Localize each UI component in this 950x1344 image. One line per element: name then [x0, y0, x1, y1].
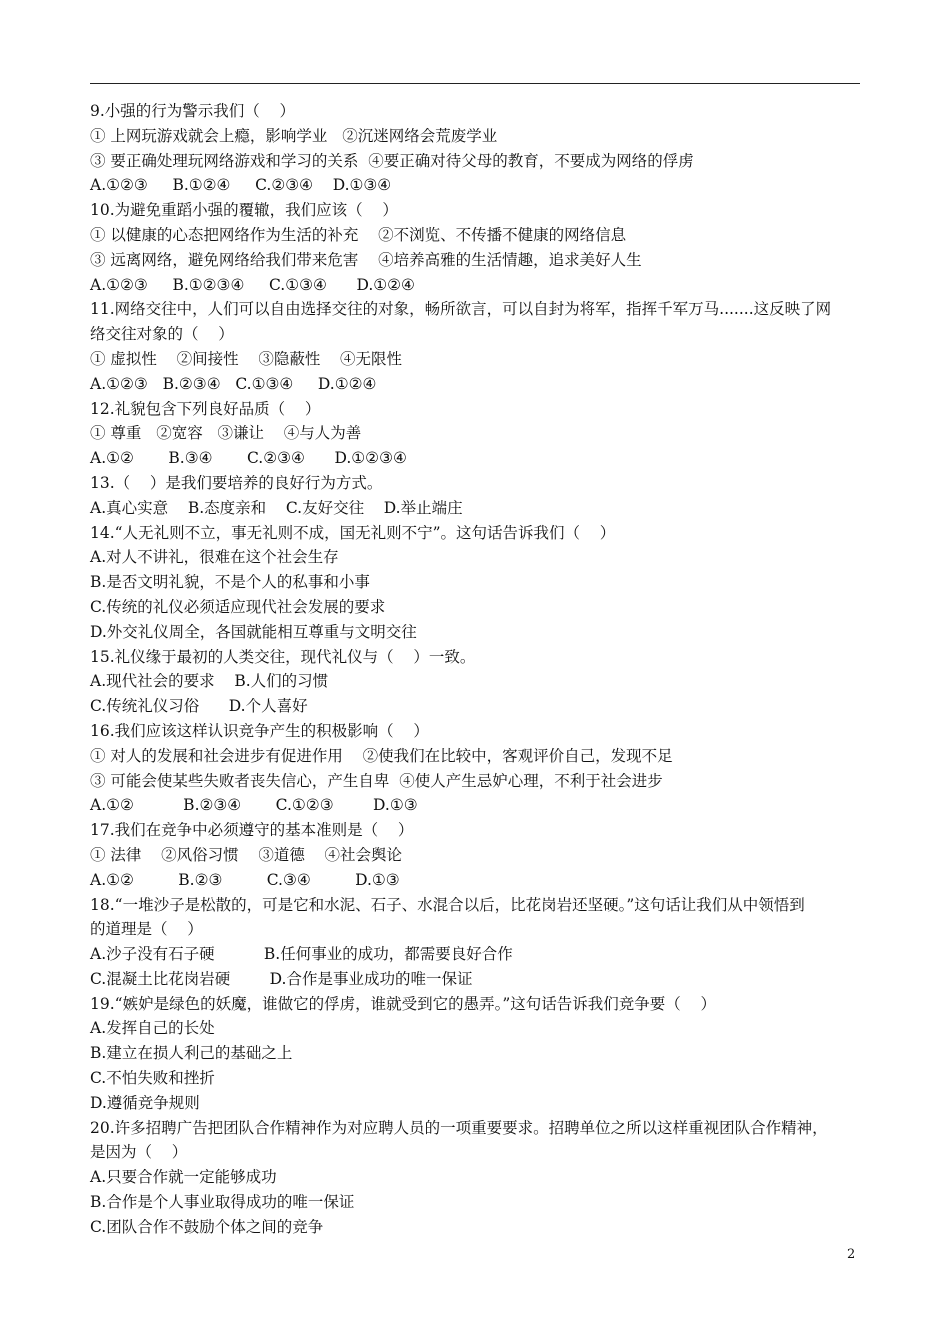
text-line: C.混凝土比花岗岩硬 D.合作是事业成功的唯一保证 — [90, 969, 473, 988]
text-line: D.遵循竞争规则 — [90, 1093, 200, 1112]
text-line: D.外交礼仪周全，各国就能相互尊重与文明交往 — [90, 622, 417, 641]
text-line: B.建立在损人利己的基础之上 — [90, 1044, 293, 1063]
text-line: C.传统礼仪习俗 D.个人喜好 — [90, 697, 308, 716]
text-line: 17.我们在竞争中必须遵守的基本准则是（ ） — [90, 821, 414, 840]
text-line: A.①② B.②③ C.③④ D.①③ — [90, 870, 400, 889]
text-line: ③ 要正确处理玩网络游戏和学习的关系 ④要正确对待父母的教育，不要成为网络的俘虏 — [90, 151, 694, 170]
text-line: B.是否文明礼貌，不是个人的私事和小事 — [90, 573, 370, 592]
text-line: 9.小强的行为警示我们（ ） — [90, 102, 295, 120]
text-line: 10.为避免重蹈小强的覆辙，我们应该（ ） — [90, 201, 398, 220]
text-line: C.团队合作不鼓励个体之间的竞争 — [90, 1217, 324, 1236]
text-line: A.①②③ B.①②④ C.②③④ D.①③④ — [90, 176, 392, 195]
text-line: A.沙子没有石子硬 B.任何事业的成功，都需要良好合作 — [90, 945, 513, 964]
text-line: A.只要合作就一定能够成功 — [90, 1168, 277, 1187]
text-line: A.①②③ B.②③④ C.①③④ D.①②④ — [90, 374, 377, 393]
text-line: A.①② B.③④ C.②③④ D.①②③④ — [90, 449, 407, 468]
text-line: A.真心实意 B.态度亲和 C.友好交往 D.举止端庄 — [90, 498, 463, 517]
text-line: 是因为（ ） — [90, 1143, 188, 1162]
text-line: A.①②③ B.①②③④ C.①③④ D.①②④ — [90, 275, 415, 294]
text-line: A.发挥自己的长处 — [90, 1019, 215, 1038]
text-line: A.①② B.②③④ C.①②③ D.①③ — [90, 796, 418, 815]
text-line: ③ 远离网络，避免网络给我们带来危害 ④培养高雅的生活情趣，追求美好人生 — [90, 250, 642, 269]
document-body — [90, 99, 870, 1240]
text-line: ① 尊重 ②宽容 ③谦让 ④与人为善 — [90, 424, 362, 443]
text-line: ① 虚拟性 ②间接性 ③隐蔽性 ④无限性 — [90, 349, 403, 368]
text-line: ① 对人的发展和社会进步有促进作用 ②使我们在比较中，客观评价自己，发现不足 — [90, 746, 673, 765]
text-line: 13.（ ）是我们要培养的良好行为方式。 — [90, 473, 383, 492]
text-line: ① 上网玩游戏就会上瘾，影响学业 ②沉迷网络会荒废学业 — [90, 126, 498, 145]
text-line: 18.“一堆沙子是松散的，可是它和水泥、石子、水混合以后，比花岗岩还坚硬。”这句话让我们从中领悟到 — [90, 895, 805, 914]
text-line: A.现代社会的要求 B.人们的习惯 — [90, 672, 329, 691]
text-line: 16.我们应该这样认识竞争产生的积极影响（ ） — [90, 721, 429, 740]
text-line: 12.礼貌包含下列良好品质（ ） — [90, 399, 321, 418]
text-line: C.传统的礼仪必须适应现代社会发展的要求 — [90, 597, 386, 616]
text-line: C.不怕失败和挫折 — [90, 1069, 215, 1088]
text-line: 15.礼仪缘于最初的人类交往，现代礼仪与（ ）一致。 — [90, 647, 476, 666]
text-line: 14.“人无礼则不立，事无礼则不成，国无礼则不宁”。这句话告诉我们（ ） — [90, 523, 616, 542]
text-line: ① 法律 ②风俗习惯 ③道德 ④社会舆论 — [90, 845, 403, 864]
page-number: 2 — [847, 1247, 856, 1262]
text-line: 的道理是（ ） — [90, 920, 203, 939]
text-line: 11.网络交往中，人们可以自由选择交往的对象，畅所欲言，可以自封为将军，指挥千军万马.......这反映了网 — [90, 300, 832, 319]
text-line: 络交往对象的（ ） — [90, 325, 234, 344]
text-line: A.对人不讲礼，很难在这个社会生存 — [90, 548, 339, 567]
text-line: B.合作是个人事业取得成功的唯一保证 — [90, 1193, 355, 1212]
text-line: 20.许多招聘广告把团队合作精神作为对应聘人员的一项重要要求。招聘单位之所以这样重视团队合作精神， — [90, 1118, 828, 1137]
text-line: ③ 可能会使某些失败者丧失信心，产生自卑 ④使人产生忌妒心理，不利于社会进步 — [90, 771, 663, 790]
header-rule — [90, 83, 860, 84]
text-line: 19.“嫉妒是绿色的妖魔，谁做它的俘虏，谁就受到它的愚弄。”这句话告诉我们竞争要（ ） — [90, 994, 716, 1013]
text-line: ① 以健康的心态把网络作为生活的补充 ②不浏览、不传播不健康的网络信息 — [90, 225, 627, 244]
